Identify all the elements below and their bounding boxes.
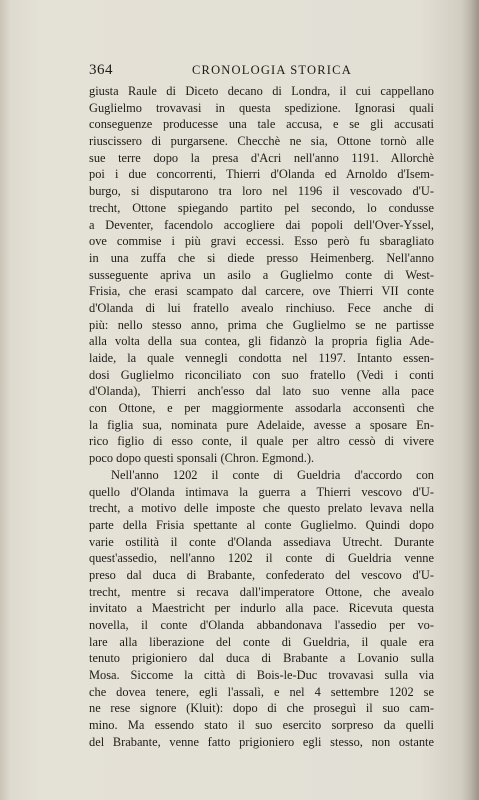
text-line: poco dopo questi sponsali (Chron. Egmond.). xyxy=(89,451,315,466)
text-line: invitato a Maestricht per indurlo alla pace. Ricevuta questa xyxy=(89,601,434,616)
text-line: trecht, mentre si recava dall'imperatore Ottone, che avealo xyxy=(89,584,434,599)
text-line: conseguenze producesse una tale accusa, e se gli accusati xyxy=(89,117,434,132)
text-line: varie ostilità il conte d'Olanda assediava Utrecht. Durante xyxy=(89,534,434,549)
text-line: giusta Raule di Diceto decano di Londra, il cui cappellano xyxy=(89,84,434,98)
text-line: trecht, a motivo delle imposte che questo prelato levava nella xyxy=(89,501,434,516)
text-line: mino. Ma essendo stato il suo esercito sorpreso da quelli xyxy=(89,718,434,733)
text-line: preso dal duca di Brabante, confederato del vescovo d'U- xyxy=(89,567,434,582)
text-line: con Ottone, e per maggiormente assodarla acconsentì che xyxy=(89,401,434,416)
text-line: quest'assedio, nell'anno 1202 il conte di Gueldria venne xyxy=(89,551,434,566)
body-text xyxy=(89,83,434,751)
text-line: dosi Guglielmo riconciliato con suo fratello (Vedi i conti xyxy=(89,367,434,382)
text-line: rico figlio di esso conte, il quale per altro cessò di vivere xyxy=(89,434,434,449)
text-line: trecht, Ottone spiegando partito pel secondo, lo condusse xyxy=(89,200,434,215)
text-line: Nell'anno 1202 il conte di Gueldria d'accordo con xyxy=(111,467,434,482)
text-line: lare alla liberazione del conte di Gueldria, il quale era xyxy=(89,634,434,649)
text-line: d'Olanda di lui fratello avealo rinchiuso. Fece anche di xyxy=(89,300,434,315)
text-line: la figlia sua, nominata pure Adelaide, avesse a sposare En- xyxy=(89,417,434,432)
page-header xyxy=(89,62,429,80)
text-line: parte della Frisia spettante al conte Guglielmo. Quindi dopo xyxy=(89,517,434,532)
text-line: alla volta della sua contea, gli fidanzò la propria figlia Ade- xyxy=(89,334,434,349)
text-line: poi i due concorrenti, Thierri d'Olanda ed Arnoldo d'Isem- xyxy=(89,167,434,182)
text-line: d'Olanda), Thierri anch'esso dal lato suo venne alla pace xyxy=(89,384,434,399)
text-line: tenuto prigioniero dal duca di Brabante a Lovanio sulla xyxy=(89,651,434,666)
text-line: Mosa. Siccome la città di Bois-le-Duc trovavasi sulla via xyxy=(89,668,434,683)
text-line: ove commise i più gravi eccessi. Esso però fu sbaragliato xyxy=(89,234,434,249)
page-edge-shadow xyxy=(461,0,479,800)
text-line: Frisia, che erasi scampato dal carcere, ove Thierri VII conte xyxy=(89,284,434,299)
text-line: sue terre dopo la presa d'Acri nell'anno 1191. Allorchè xyxy=(89,150,434,165)
text-line: del Brabante, venne fatto prigioniero egli stesso, non ostante xyxy=(89,734,434,749)
text-line: quello d'Olanda intimava la guerra a Thierri vescovo d'U- xyxy=(89,484,434,499)
text-line: laide, la quale vennegli condotta nel 1197. Intanto essen- xyxy=(89,351,434,365)
text-line: a Deventer, facendolo accogliere dai popoli dell'Over-Yssel, xyxy=(89,217,434,232)
text-line: novella, il conte d'Olanda abbandonava l'assedio per vo- xyxy=(89,618,434,632)
text-line: più: nello stesso anno, prima che Guglielmo se ne partisse xyxy=(89,317,434,332)
text-line: che dovea tenere, egli l'assalì, e nel 4 settembre 1202 se xyxy=(89,684,434,699)
page-number: 364 xyxy=(89,62,113,78)
text-line: burgo, si disputarono tra loro nel 1196 il vescovado d'U- xyxy=(89,184,434,199)
text-line: ne rese signore (Kluit): dopo di che proseguì il suo cam- xyxy=(89,701,434,716)
text-line: susseguente apriva un asilo a Guglielmo conte di West- xyxy=(89,267,434,282)
text-line: Guglielmo trovavasi in questa spedizione. Ignorasi quali xyxy=(89,100,434,115)
running-title: CRONOLOGIA STORICA xyxy=(192,63,352,77)
text-line: in una zuffa che si diede presso Heimenberg. Nell'anno xyxy=(89,250,434,265)
text-line: riuscissero di purgarsene. Checchè ne sia, Ottone tornò alle xyxy=(89,134,434,149)
